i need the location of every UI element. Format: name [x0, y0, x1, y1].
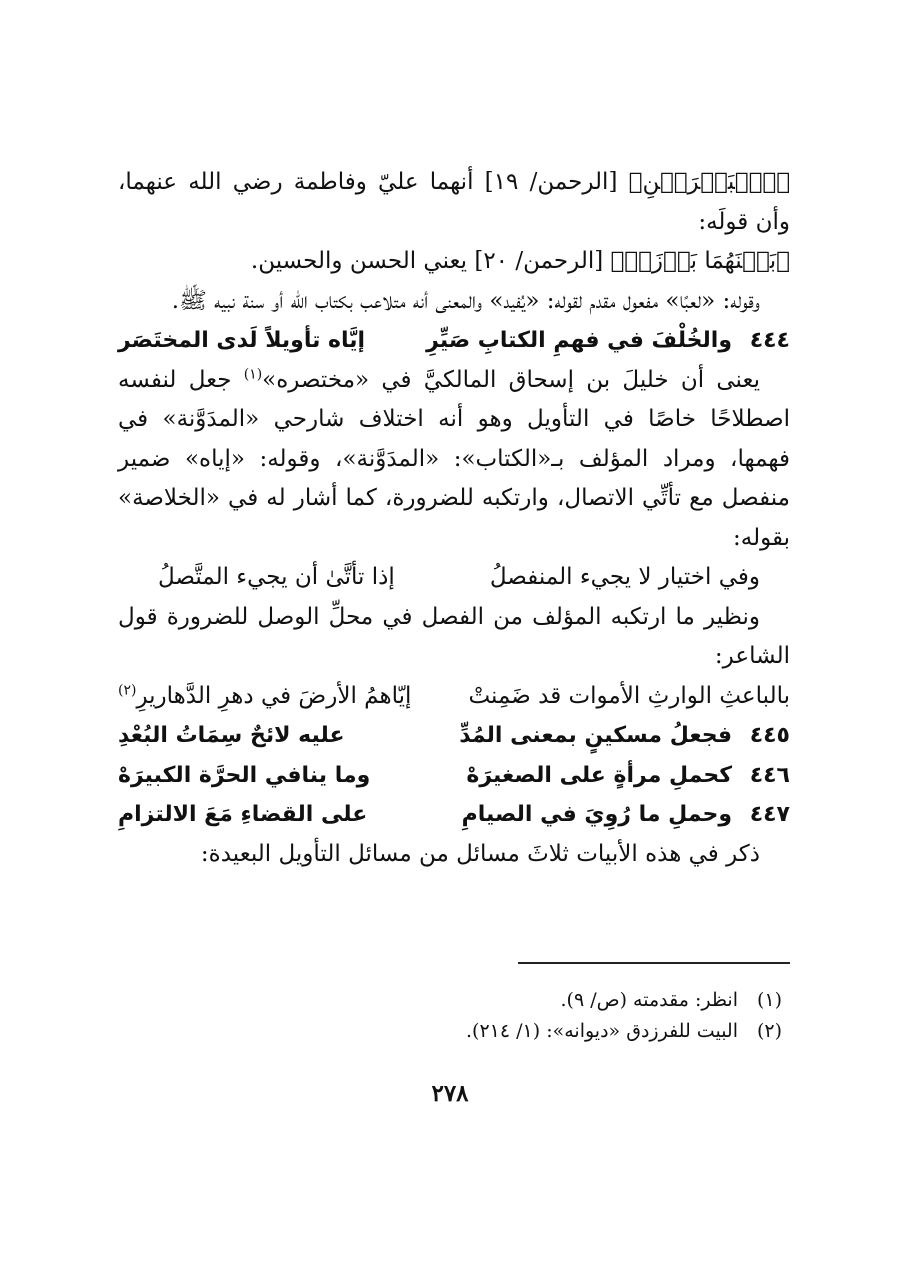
- verse-second-hemistich: على القضاءِ مَعَ الالتزامِ: [118, 802, 368, 827]
- verse-444: [118, 321, 790, 361]
- footnote: [110, 1016, 782, 1047]
- page-number: ٢٧٨: [431, 1080, 469, 1107]
- text-line: ﴿ٱلۡبَحۡرَيۡنِ﴾ [الرحمن/ ١٩] أنهما عليّ وفاطمة رضي الله عنهما، وأن قولَه:: [118, 169, 790, 235]
- verse-second-hemistich: وما ينافي الحرَّة الكبيرَهْ: [118, 762, 371, 788]
- verse-second-hemistich: إذا تأتَّىٰ أن يجيء المتَّصلُ: [158, 564, 395, 590]
- footnote-ref[interactable]: (١): [243, 365, 263, 382]
- verse-first-hemistich: ٤٤٧ وحملِ ما رُوِيَ في الصيامِ: [461, 802, 790, 827]
- verse-first-hemistich: ٤٤٥ فجعلُ مسكينٍ بمعنى المُدِّ: [459, 723, 790, 748]
- verse-second-hemistich: عليه لائحٌ سِمَاتُ البُعْدِ: [118, 723, 345, 748]
- footnote-number: (٢): [756, 1020, 782, 1042]
- verse-446: [118, 756, 790, 796]
- paragraph: وقوله: «لعبًا» مفعول مقدم لقوله: «يُفيد» والمعنى أنه متلاعب بكتاب الله أو سنة نبيه ﷺ.: [171, 287, 760, 314]
- verse-number: ٤٤٧: [749, 802, 790, 827]
- footnotes: [110, 985, 782, 1047]
- verse-first-hemistich: ٤٤٤ والخُلْفَ في فهمِ الكتابِ صَيِّرِ: [426, 328, 790, 353]
- quote-verse: [118, 558, 790, 598]
- footnote-text: انظر: مقدمته (ص/ ٩).: [560, 989, 738, 1011]
- paragraph: ونظير ما ارتكبه المؤلف من الفصل في محلِّ الوصل للضرورة قول الشاعر:: [118, 603, 790, 669]
- paragraph: يعنى أن خليلَ بن إسحاق المالكيَّ في «مختصره»$^{(١)}$ جعل لنفسه اصطلاحًا خاصًا في التأويل وهو أنه اختلاف شارحي «المدَوَّنة» في فهمها، ومراد المؤلف بـ«الكتاب»: «المدَوَّنة»، وقوله: «إياه» ضمير منفصل مع تأتِّي الاتصال، وارتكبه للضرورة، كما أشار له في «الخلاصة» بقوله:: [118, 365, 790, 551]
- footnote-divider: [518, 962, 790, 964]
- footnote: [110, 985, 782, 1016]
- text-line: ﴿بَيۡنَهُمَا بَرۡزَخٞ﴾ [الرحمن/ ٢٠] يعني الحسن والحسين.: [250, 248, 790, 274]
- verse-447: [118, 795, 790, 835]
- footnote-number: (١): [756, 989, 782, 1011]
- verse-number: ٤٤٥: [749, 723, 790, 748]
- verse-445: [118, 716, 790, 756]
- quote-verse: [118, 677, 790, 717]
- verse-number: ٤٤٦: [749, 762, 790, 788]
- footnote-ref[interactable]: (٢): [118, 681, 137, 698]
- verse-first-hemistich: بالباعثِ الوارثِ الأموات قد ضَمِنتْ: [468, 682, 790, 709]
- verse-first-hemistich: وفي اختيار لا يجيء المنفصلُ: [489, 564, 760, 590]
- verse-second-hemistich: إيّاهمُ الأرضَ في دهرِ الدَّهاريرِ$^{(٢)}$: [118, 681, 412, 709]
- verse-second-hemistich: إيَّاه تأويلاً لَدى المختَصَر: [118, 328, 366, 353]
- main-text: [118, 163, 790, 874]
- paragraph: ذكر في هذه الأبيات ثلاثَ مسائل من مسائل التأويل البعيدة:: [200, 840, 760, 867]
- verse-number: ٤٤٤: [749, 328, 790, 353]
- verse-first-hemistich: ٤٤٦ كحملِ مرأةٍ على الصغيرَهْ: [466, 762, 790, 788]
- footnote-text: البيت للفرزدق «ديوانه»: (١/ ٢١٤).: [466, 1020, 738, 1042]
